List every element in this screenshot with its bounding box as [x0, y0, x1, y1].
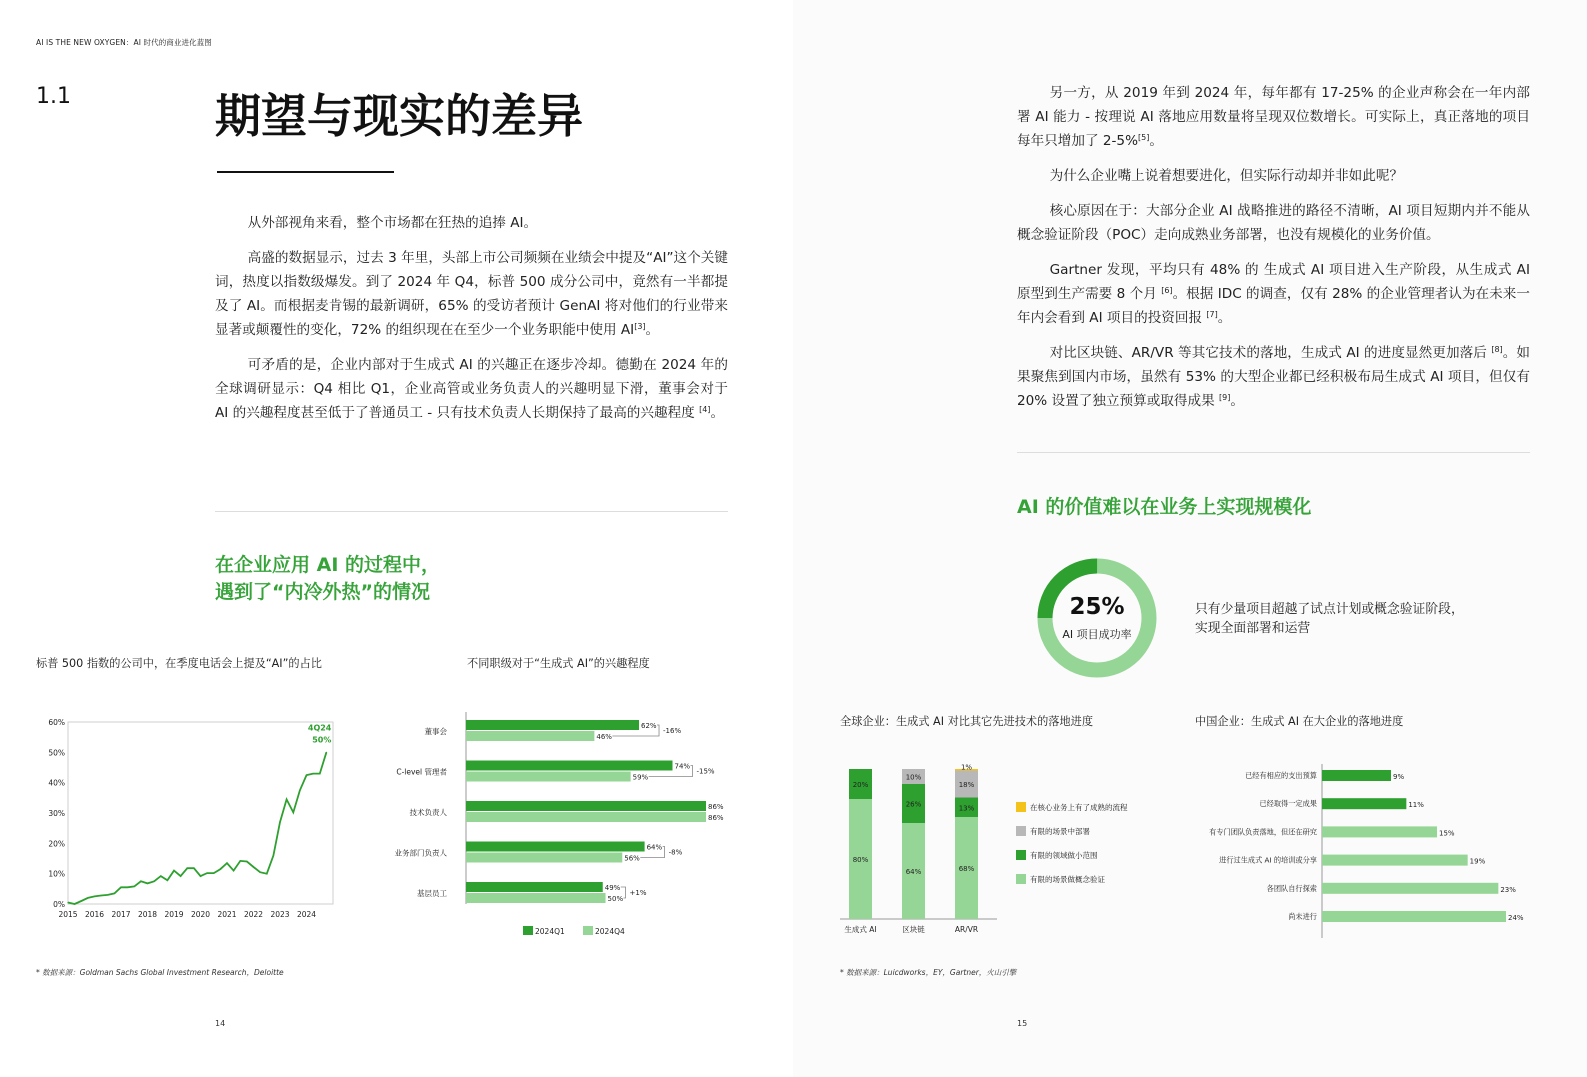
annotation-value: 50%: [312, 735, 332, 745]
value-label: 86%: [708, 814, 724, 822]
data-point: [74, 903, 75, 904]
right-body-text: [1017, 81, 1530, 424]
bar: [1322, 911, 1506, 922]
citation-ref: [5]: [1138, 133, 1150, 142]
data-point: [167, 880, 168, 881]
data-point: [180, 875, 181, 876]
segment-label: 26%: [905, 800, 922, 809]
value-label: 50%: [607, 895, 624, 903]
category-label: 有专门团队负责落地，但还在研究: [1209, 827, 1317, 837]
data-point: [154, 881, 155, 882]
data-point: [140, 881, 141, 882]
paragraph: [1017, 81, 1530, 153]
data-point: [246, 861, 247, 862]
x-tick-label: 2019: [164, 910, 184, 919]
segment-label: 68%: [958, 865, 975, 873]
data-point: [81, 900, 82, 901]
data-point: [286, 799, 287, 800]
paragraph-text: Gartner 发现，平均只有 48% 的 生成式 AI 项目进入生产阶段，从生成式 AI 原型到生产需要 8 个月: [1017, 262, 1530, 302]
chart3-title: 全球企业：生成式 AI 对比其它先进技术的落地进度: [840, 715, 1094, 728]
data-point: [107, 894, 108, 895]
running-header: AI IS THE NEW OXYGEN：AI 时代的商业进化蓝图: [36, 38, 212, 47]
data-point: [193, 868, 194, 869]
y-tick-label: 20%: [48, 839, 65, 849]
bar-2024q4: [466, 853, 622, 863]
title-underline: [217, 171, 394, 173]
data-point: [306, 774, 307, 775]
data-point: [160, 875, 161, 876]
change-label: +1%: [629, 889, 647, 897]
data-point: [313, 773, 314, 774]
category-label: 董事会: [424, 727, 447, 736]
x-tick-label: 2016: [84, 910, 105, 919]
y-tick-label: 10%: [48, 869, 65, 879]
citation-ref: [8]: [1491, 345, 1503, 354]
paragraph-text: 核心原因在于：大部分企业 AI 战略推进的路径不清晰，AI 项目短期内并不能从概念验证阶段（POC）走向成熟业务部署，也没有规模化的业务价值。: [1017, 203, 1530, 243]
value-label: 59%: [632, 773, 649, 782]
data-point: [200, 875, 201, 876]
paragraph: [1017, 199, 1530, 247]
value-label: 19%: [1469, 857, 1486, 866]
chart1-title: 标普 500 指数的公司中，在季度电话会上提及“AI”的占比: [36, 657, 322, 670]
x-tick-label: 2018: [137, 910, 158, 919]
right-page: [793, 0, 1587, 1077]
donut-caption: AI 项目成功率: [1062, 628, 1132, 641]
data-point: [240, 860, 241, 861]
paragraph-text: 为什么企业嘴上说着想要进化，但实际行动却并非如此呢？: [1049, 168, 1404, 184]
legend-label: 2024Q4: [595, 927, 625, 936]
chart4-title: 中国企业：生成式 AI 在大企业的落地进度: [1195, 715, 1404, 728]
category-label: C-level 管理者: [396, 767, 447, 777]
data-point: [87, 897, 88, 898]
citation-ref: [7]: [1206, 310, 1218, 319]
data-point: [260, 872, 261, 873]
category-label: 各团队自行探索: [1266, 883, 1317, 893]
y-tick-label: 30%: [48, 809, 65, 818]
bar-2024q1: [466, 842, 645, 852]
y-tick-label: 40%: [48, 778, 65, 788]
donut-value-label: 25%: [1069, 594, 1125, 620]
legend-label: 有限的领域做小范围: [1030, 851, 1098, 860]
paragraph-text: 对比区块链、AR/VR 等其它技术的落地，生成式 AI 的进度显然更加落后: [1049, 345, 1492, 361]
data-point: [114, 893, 115, 894]
segment-label: 10%: [905, 773, 922, 782]
paragraph-text: 另一方，从 2019 年到 2024 年，每年都有 17-25% 的企业声称会在一年内部署 AI 能力 - 按理说 AI 落地应用数量将呈现双位数增长。可实际上，真正落地的项目每年只增加了 2-5%: [1017, 85, 1530, 149]
bar-chart-interest-by-level: [380, 708, 725, 943]
donut-desc-line: 只有少量项目超越了试点计划或概念验证阶段，: [1195, 602, 1464, 617]
legend-swatch: [1016, 850, 1026, 860]
data-point: [220, 869, 221, 870]
data-point: [127, 887, 128, 888]
page-number: 15: [1017, 1019, 1028, 1028]
bar-2024q4: [466, 812, 706, 822]
data-point: [207, 872, 208, 873]
data-point: [279, 822, 280, 823]
paragraph: [215, 246, 728, 342]
segment-label: 18%: [958, 781, 975, 789]
value-label: 9%: [1393, 773, 1405, 781]
value-label: 74%: [674, 762, 691, 771]
data-point: [253, 866, 254, 867]
data-point: [266, 873, 267, 874]
bar-2024q4: [466, 731, 594, 741]
category-label: 区块链: [902, 925, 925, 934]
value-label: 62%: [641, 722, 657, 730]
segment-label: 1%: [960, 763, 973, 772]
subheading-line: 遇到了“内冷外热”的情况: [215, 581, 430, 603]
series-line: [68, 752, 326, 904]
category-label: 进行过生成式 AI 的培训或分享: [1219, 855, 1317, 865]
value-label: 23%: [1500, 885, 1516, 894]
bar: [1322, 883, 1498, 894]
stacked-bar-global-adoption: [840, 760, 1160, 940]
bar-2024q1: [466, 801, 706, 811]
bar-2024q4: [466, 772, 631, 782]
category-label: 生成式 AI: [844, 925, 877, 934]
citation-ref: [9]: [1218, 393, 1231, 402]
subheading-line: 在企业应用 AI 的过程中，: [215, 554, 441, 576]
annotation-label: 4Q24: [307, 723, 332, 733]
value-label: 56%: [624, 854, 640, 863]
change-label: -8%: [668, 848, 683, 857]
legend-label: 2024Q1: [535, 927, 565, 936]
legend-label: 在核心业务上有了成熟的流程: [1030, 803, 1128, 812]
legend-label: 有限的场景中部署: [1030, 827, 1090, 836]
paragraph: [215, 211, 728, 235]
left-subheading: [215, 552, 440, 606]
data-point: [101, 895, 102, 896]
data-point: [319, 773, 320, 774]
right-subheading: AI 的价值难以在业务上实现规模化: [1017, 496, 1312, 518]
x-tick-label: 2022: [243, 910, 264, 919]
value-label: 49%: [604, 884, 621, 892]
data-point: [326, 752, 327, 753]
segment-label: 80%: [852, 856, 869, 864]
x-tick-label: 2020: [190, 910, 211, 919]
category-label: 基层员工: [417, 889, 447, 898]
value-label: 24%: [1508, 914, 1524, 922]
citation-ref: [6]: [1161, 286, 1173, 295]
segment-label: 64%: [905, 868, 922, 876]
bar-2024q1: [466, 882, 603, 892]
data-point: [226, 862, 227, 863]
data-point: [213, 872, 214, 873]
data-point: [134, 886, 135, 887]
legend-swatch: [583, 926, 593, 935]
page-title: 期望与现实的差异: [215, 89, 583, 143]
category-label: 已经有相应的支出预算: [1245, 771, 1317, 780]
data-point: [120, 887, 121, 888]
page-number: 14: [215, 1019, 226, 1028]
line-chart-ai-mentions: [36, 708, 346, 928]
bar-2024q1: [466, 761, 673, 771]
paragraph: [1017, 258, 1530, 330]
paragraph-text: 。: [1149, 133, 1163, 149]
data-point: [147, 883, 148, 884]
legend-label: 有限的场景做概念验证: [1030, 875, 1105, 884]
chart2-title: 不同职级对于“生成式 AI”的兴趣程度: [467, 657, 650, 670]
value-label: 46%: [596, 733, 612, 741]
paragraph: [1017, 341, 1530, 413]
citation-ref: [3]: [634, 322, 646, 331]
paragraph-text: 。: [1230, 393, 1244, 409]
paragraph-text: 。如果聚焦到国内市场，虽然有 53% 的大型企业都已经积极布局生成式 AI 项目，但仅有 20% 设置了独立预算或取得成果: [1017, 345, 1530, 409]
data-point: [299, 790, 300, 791]
section-divider: [1017, 452, 1530, 453]
data-point: [273, 855, 274, 856]
x-tick-label: 2024: [296, 910, 317, 919]
paragraph-text: 。: [645, 322, 660, 338]
value-label: 11%: [1408, 801, 1424, 810]
data-point: [67, 902, 68, 903]
bar-chart-china-adoption: [1188, 760, 1543, 940]
paragraph-text: 可矛盾的是，企业内部对于生成式 AI 的兴趣正在逐步冷却。德勤在 2024 年的全球调研显示：Q4 相比 Q1，企业高管或业务负责人的兴趣明显下滑，董事会对于 AI 的兴趣程度甚至低于了普通员工 - 只有技术负责人长期保持了最高的兴趣程度: [215, 357, 728, 421]
value-label: 64%: [646, 843, 663, 852]
y-tick-label: 50%: [48, 748, 65, 758]
paragraph: [215, 353, 728, 425]
x-tick-label: 2017: [111, 910, 131, 919]
left-page: [0, 0, 793, 1077]
data-point: [94, 896, 95, 897]
change-label: -15%: [696, 767, 715, 776]
bar-2024q4: [466, 893, 606, 903]
data-point: [293, 812, 294, 813]
value-label: 15%: [1439, 829, 1455, 838]
paragraph-text: 高盛的数据显示，过去 3 年里，头部上市公司频频在业绩会中提及“AI”这个关键词，热度以指数级爆发。到了 2024 年 Q4，标普 500 成分公司中，竟然有一半都提及了 AI。而根据麦肯锡的最新调研，65% 的受访者预计 GenAI 将对他们的行业带来显著或颠覆性的变化，72% 的组织现在在至少一个业务职能中使用 AI: [215, 250, 728, 338]
data-point: [233, 870, 234, 871]
section-number: 1.1: [36, 84, 71, 109]
paragraph-text: 。: [1217, 310, 1232, 326]
paragraph: [1017, 164, 1530, 188]
data-point: [173, 870, 174, 871]
data-source-note: * 数据来源：Luicdworks，EY，Gartner，火山引擎: [840, 968, 1017, 977]
legend-swatch: [1016, 874, 1026, 884]
category-label: AR/VR: [954, 925, 979, 934]
x-tick-label: 2015: [58, 910, 78, 919]
citation-ref: [4]: [699, 405, 711, 414]
data-source-note: * 数据来源：Goldman Sachs Global Investment Research，Deloitte: [36, 968, 284, 977]
y-tick-label: 60%: [48, 718, 65, 727]
legend-swatch: [1016, 802, 1026, 812]
data-point: [187, 868, 188, 869]
x-tick-label: 2021: [217, 910, 237, 919]
x-tick-label: 2023: [270, 910, 290, 919]
bar-2024q1: [466, 720, 639, 730]
segment-label: 20%: [852, 781, 869, 789]
left-body-text: [215, 211, 728, 436]
category-label: 业务部门负责人: [394, 848, 447, 858]
category-label: 已经取得一定成果: [1259, 799, 1317, 809]
value-label: 86%: [708, 803, 724, 811]
bar: [1322, 855, 1468, 866]
bar: [1322, 826, 1437, 837]
donut-description: [1195, 600, 1464, 638]
paragraph-text: 。根据 IDC 的调查，仅有 28% 的企业管理者认为在未来一年内会看到 AI 项目的投资回报: [1017, 286, 1530, 326]
y-tick-label: 0%: [53, 900, 65, 909]
change-label: -16%: [663, 727, 682, 735]
bar: [1322, 770, 1391, 781]
bar: [1322, 798, 1406, 809]
donut-desc-line: 实现全面部署和运营: [1195, 621, 1311, 636]
legend-swatch: [523, 926, 533, 935]
paragraph-text: 从外部视角来看，整个市场都在狂热的追捧 AI。: [247, 215, 538, 231]
paragraph-text: 。: [710, 405, 725, 421]
segment-label: 13%: [958, 804, 975, 813]
category-label: 技术负责人: [409, 808, 447, 817]
section-divider: [215, 511, 728, 512]
legend-swatch: [1016, 826, 1026, 836]
category-label: 尚未进行: [1288, 912, 1317, 921]
